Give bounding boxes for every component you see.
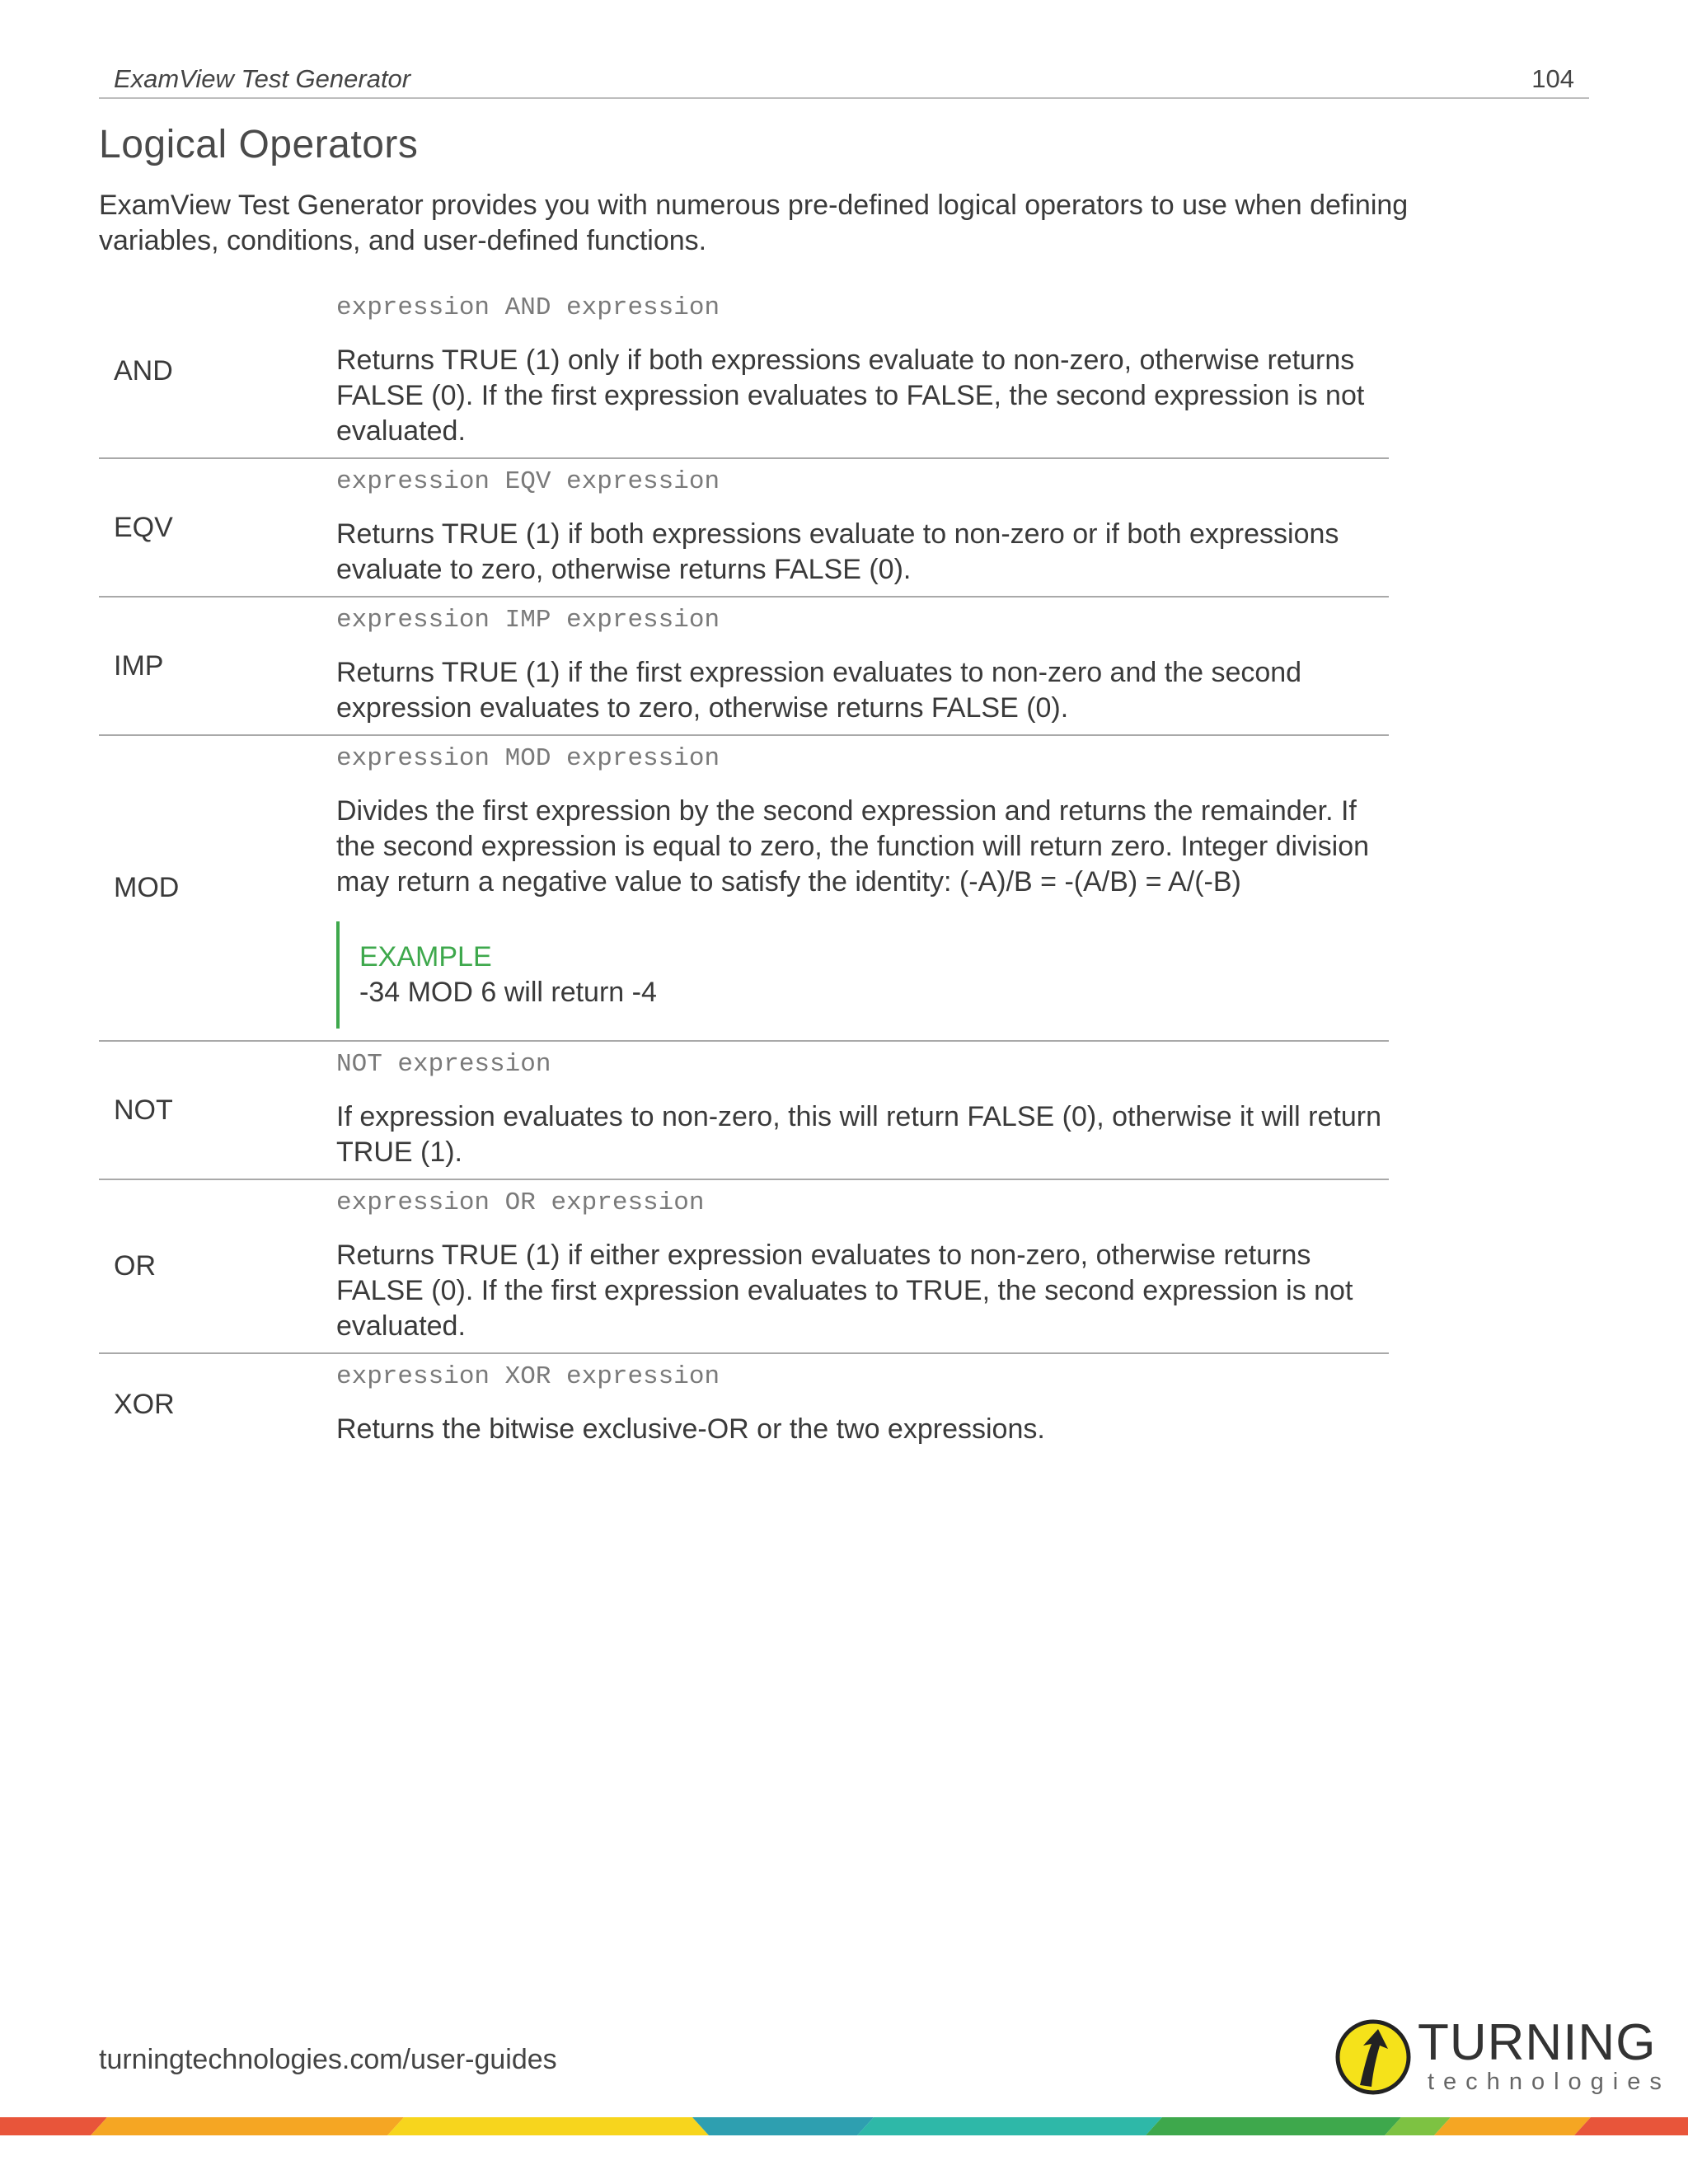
- operator-description: Returns TRUE (1) only if both expressions evaluate to non-zero, otherwise returns FALSE (0). If the first expression evaluates to FALSE, the second expression is not evaluated.: [336, 344, 1365, 447]
- intro-paragraph: ExamView Test Generator provides you with numerous pre-defined logical operators to use when defining variables, conditions, and user-defined functions.: [99, 190, 1409, 256]
- logo-arrow-icon: [1335, 2019, 1411, 2095]
- logo-subtitle: technologies: [1428, 2069, 1671, 2095]
- operator-row-eqv: [99, 458, 1389, 597]
- stripe-segment: [1574, 2117, 1688, 2135]
- stripe-segment: [1146, 2117, 1401, 2135]
- operator-name: IMP: [99, 597, 320, 735]
- section-title: Logical Operators: [99, 123, 419, 166]
- operator-description: Divides the first expression by the second expression and returns the remainder. If the second expression is equal to zero, the function will return zero. Integer division may return a negative value to satisfy the identity: (-A)/B = -(A/B) = A/(-B): [336, 795, 1370, 898]
- operator-name: MOD: [99, 735, 320, 1041]
- stripe-segment: [0, 2117, 107, 2135]
- example-text: -34 MOD 6 will return -4: [359, 977, 657, 1008]
- stripe-segment: [387, 2117, 709, 2135]
- operator-syntax: expression XOR expression: [336, 1362, 720, 1391]
- stripe-segment: [1434, 2117, 1591, 2135]
- operator-row-imp: [99, 597, 1389, 735]
- example-callout: [336, 921, 1389, 1029]
- turning-technologies-logo: [1335, 2013, 1671, 2103]
- operator-description: Returns TRUE (1) if either expression evaluates to non-zero, otherwise returns FALSE (0). If the first expression evaluates to TRUE, the second expression is not evaluated.: [336, 1240, 1353, 1342]
- footer-url: turningtechnologies.com/user-guides: [99, 2044, 557, 2075]
- operator-description: Returns the bitwise exclusive-OR or the two expressions.: [336, 1413, 1045, 1445]
- operator-syntax: expression IMP expression: [336, 606, 720, 635]
- operator-body: [320, 458, 1389, 597]
- operator-syntax: expression AND expression: [336, 293, 720, 322]
- logo-wordmark: TURNING: [1418, 2014, 1657, 2071]
- operator-body: [320, 1041, 1389, 1179]
- operator-body: [320, 285, 1389, 458]
- operator-row-mod: [99, 735, 1389, 1041]
- operator-body: [320, 597, 1389, 735]
- operator-syntax: NOT expression: [336, 1050, 551, 1079]
- operator-body: [320, 735, 1389, 1041]
- operator-row-not: [99, 1041, 1389, 1179]
- page-number: 104: [1531, 64, 1574, 93]
- operator-body: [320, 1179, 1389, 1353]
- operator-description: Returns TRUE (1) if the first expression evaluates to non-zero and the second expression evaluates to zero, otherwise returns FALSE (0).: [336, 657, 1302, 724]
- example-label: EXAMPLE: [359, 941, 492, 972]
- operator-syntax: expression MOD expression: [336, 744, 720, 773]
- operator-description: If expression evaluates to non-zero, this will return FALSE (0), otherwise it will return TRUE (1).: [336, 1101, 1381, 1168]
- operator-row-or: [99, 1179, 1389, 1353]
- operator-name: OR: [99, 1179, 320, 1353]
- operator-body: [320, 1353, 1389, 1455]
- operator-row-xor: [99, 1353, 1389, 1455]
- stripe-segment: [692, 2117, 874, 2135]
- operator-description: Returns TRUE (1) if both expressions evaluate to non-zero or if both expressions evaluate to zero, otherwise returns FALSE (0).: [336, 518, 1339, 585]
- operator-syntax: expression EQV expression: [336, 467, 720, 496]
- operator-name: EQV: [99, 458, 320, 597]
- operator-name: NOT: [99, 1041, 320, 1179]
- operator-syntax: expression OR expression: [336, 1188, 705, 1217]
- stripe-segment: [857, 2117, 1162, 2135]
- stripe-segment: [91, 2117, 404, 2135]
- operator-name: AND: [99, 285, 320, 458]
- operators-table: [99, 285, 1389, 1455]
- footer-color-stripe: [0, 2114, 1688, 2135]
- document-title: ExamView Test Generator: [114, 64, 411, 93]
- operator-row-and: [99, 285, 1389, 458]
- page-header: [99, 63, 1589, 99]
- operator-name: XOR: [114, 1389, 175, 1420]
